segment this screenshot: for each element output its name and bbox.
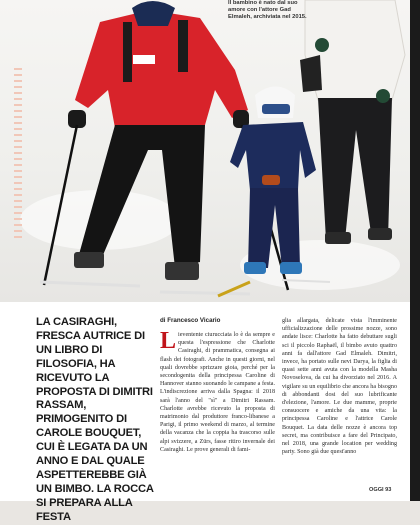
page-edge-shadow xyxy=(410,0,420,501)
article-column-1 xyxy=(160,328,275,454)
page-folio: OGGI 93 xyxy=(369,487,392,493)
photo-caption: Il bambino è nato dal suo amore con l'attore Gad Elmaleh, archiviata nel 2015. xyxy=(228,0,307,20)
drop-cap: L xyxy=(160,328,177,354)
column-2-text: glia allargata, delicate vista l'imminente ufficializzazione delle prossime nozze, sono andate lisce: Charlotte ha fatto debuttare sugli sci il piccolo Raphaël, il bimbo avuto quattro anni fa dall'attore Gad Elmaleh. Dimitri, invece, ha portato sulle nevi Darya, la figlia di quasi sette anni avuta con la modella Masha Novoselova, da cui ha divorziato nel 2016. A vigilare su un equilibrio che ancora ha bisogno di abbondanti dosi del suo lubrificante d'elezione, l'amore. Le due mamme, proprie consuocere e amiche da una vita: la principessa Caroline e l'attrice Carole Bouquet. La data delle nozze è ancora top secret, ma contribuisce a fare del Principato, nel 2018, una grande location per wedding party. Sono già due quest'anno xyxy=(282,318,397,456)
decorative-stripes xyxy=(14,68,22,238)
article-column-2 xyxy=(282,317,397,456)
article-byline: di Francesco Vicario xyxy=(160,317,221,324)
column-1-text: ieventente ciurucciata lo è da sempre e questa l'espressione che Charlotte Casiraghi, di prammatica, consegna ai flash dei fotografi. Anche in questi giorni, nel quali dovrebbe sprizzare gioia, perché per la secondogenita della principessa Caroline di Hannover stanno suonando le campane a festa. L'indiscrezione arriva dalla Spagna: il 2018 sarà l'anno del "sì" a Dimitri Rassam. Charlotte avrebbe ricevuto la proposta di matrimonio dal produttore franco-libanese a Parigi, il primo weekend di marzo, al termine della vacanza che la coppia ha trascorso sulle alpi svizzere, a Zürs, fasse ritiro invernale dei Casiraghi. Le prove generali di fami- xyxy=(160,332,275,453)
article-headline: LA CASIRAGHI, FRESCA AUTRICE DI UN LIBRO DI FILOSOFIA, HA RICEVUTO LA PROPOSTA DI DIMITRI RASSAM, PRIMOGENITO DI CAROLE BOUQUET, CUI È LEGATA DA UN ANNO E DAL QUALE ASPETTEREBBE GIÀ UN BIMBO. LA ROCCA SI PREPARA ALLA FESTA xyxy=(36,316,154,523)
woman-figure xyxy=(300,0,405,244)
